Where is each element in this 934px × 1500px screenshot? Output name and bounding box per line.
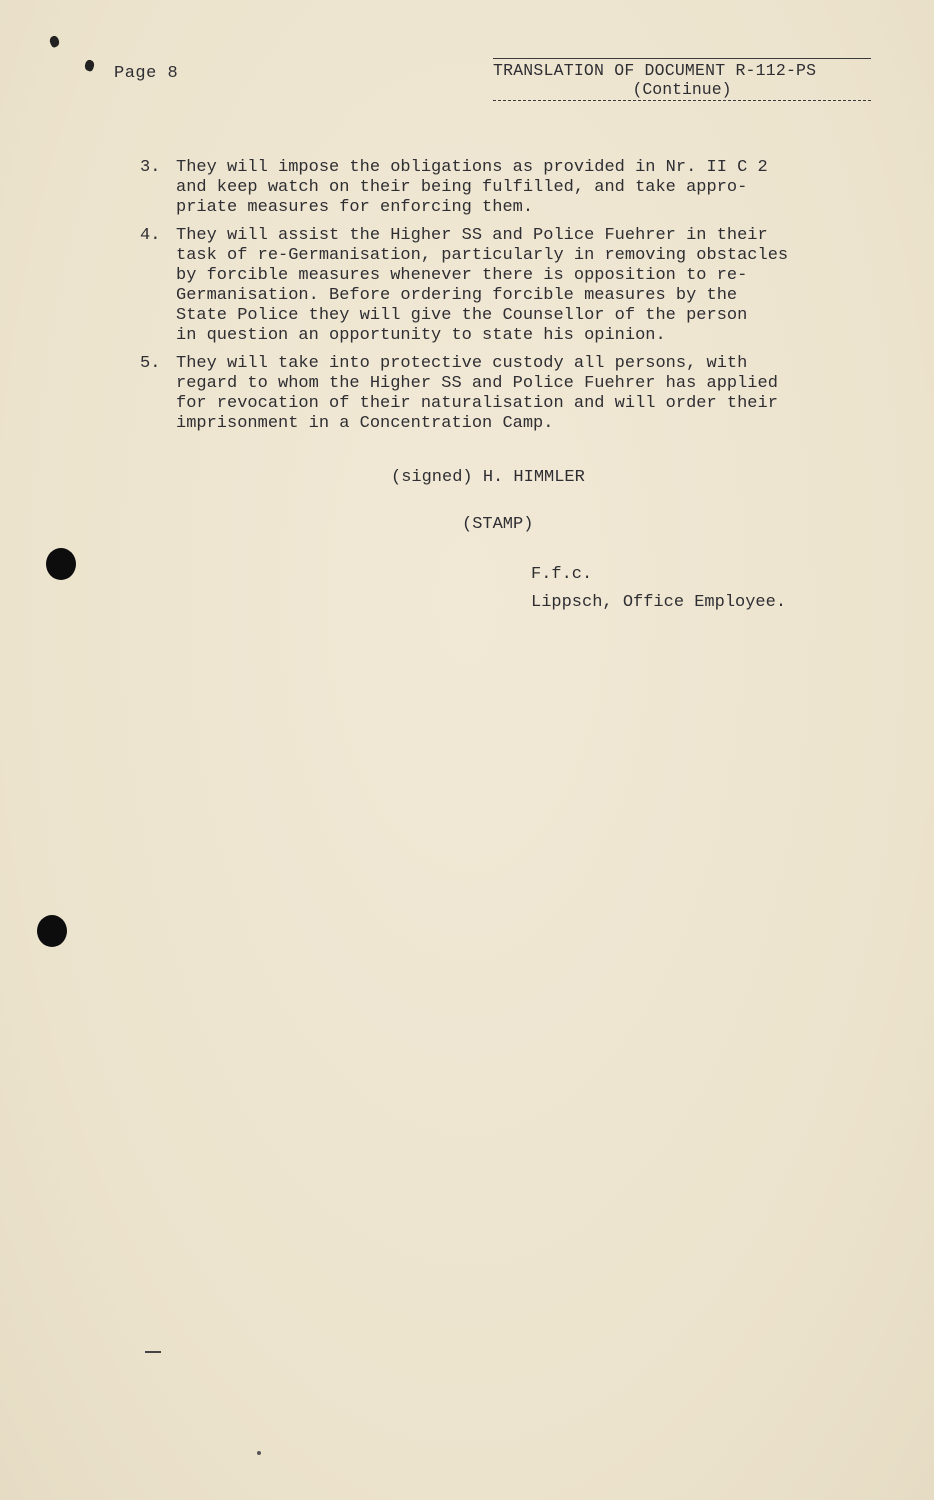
paragraph-number: 3. bbox=[140, 158, 161, 177]
numbered-paragraphs bbox=[140, 158, 880, 442]
paragraph-number: 5. bbox=[140, 354, 161, 373]
paragraph-text: They will impose the obligations as provided in Nr. II C 2 and keep watch on their being fulfilled, and take appro- priate measures for enforcing them. bbox=[176, 158, 768, 217]
ink-mark bbox=[83, 59, 95, 72]
paragraph-item bbox=[140, 158, 880, 218]
punch-hole-bottom bbox=[37, 915, 67, 947]
document-subtitle: (Continue) bbox=[493, 80, 871, 101]
punch-hole-top bbox=[46, 548, 76, 580]
paragraph-text: They will assist the Higher SS and Police Fuehrer in their task of re-Germanisation, particularly in removing obstacles by forcible measures whenever there is opposition to re- Germanisation. Before ordering forcible measures by the State Police they will give the Counsellor of the person in question an opportunity to state his opinion. bbox=[176, 226, 789, 345]
stray-line bbox=[145, 1351, 161, 1353]
paragraph-number: 4. bbox=[140, 226, 161, 245]
document-title: TRANSLATION OF DOCUMENT R-112-PS bbox=[493, 58, 871, 80]
stamp-note: (STAMP) bbox=[462, 515, 534, 534]
ink-mark bbox=[48, 35, 61, 49]
clerk-name: Lippsch, Office Employee. bbox=[531, 593, 787, 612]
paragraph-item bbox=[140, 354, 880, 434]
page-number: Page 8 bbox=[114, 64, 179, 83]
stray-dot bbox=[257, 1451, 261, 1455]
signature-line: (signed) H. HIMMLER bbox=[391, 468, 585, 487]
certification-abbrev: F.f.c. bbox=[531, 565, 593, 584]
paragraph-text: They will take into protective custody all persons, with regard to whom the Higher SS and Police Fuehrer has applied for revocation of their naturalisation and will order their imprisonment in a Concentration Camp. bbox=[176, 354, 778, 433]
paragraph-item bbox=[140, 226, 880, 346]
